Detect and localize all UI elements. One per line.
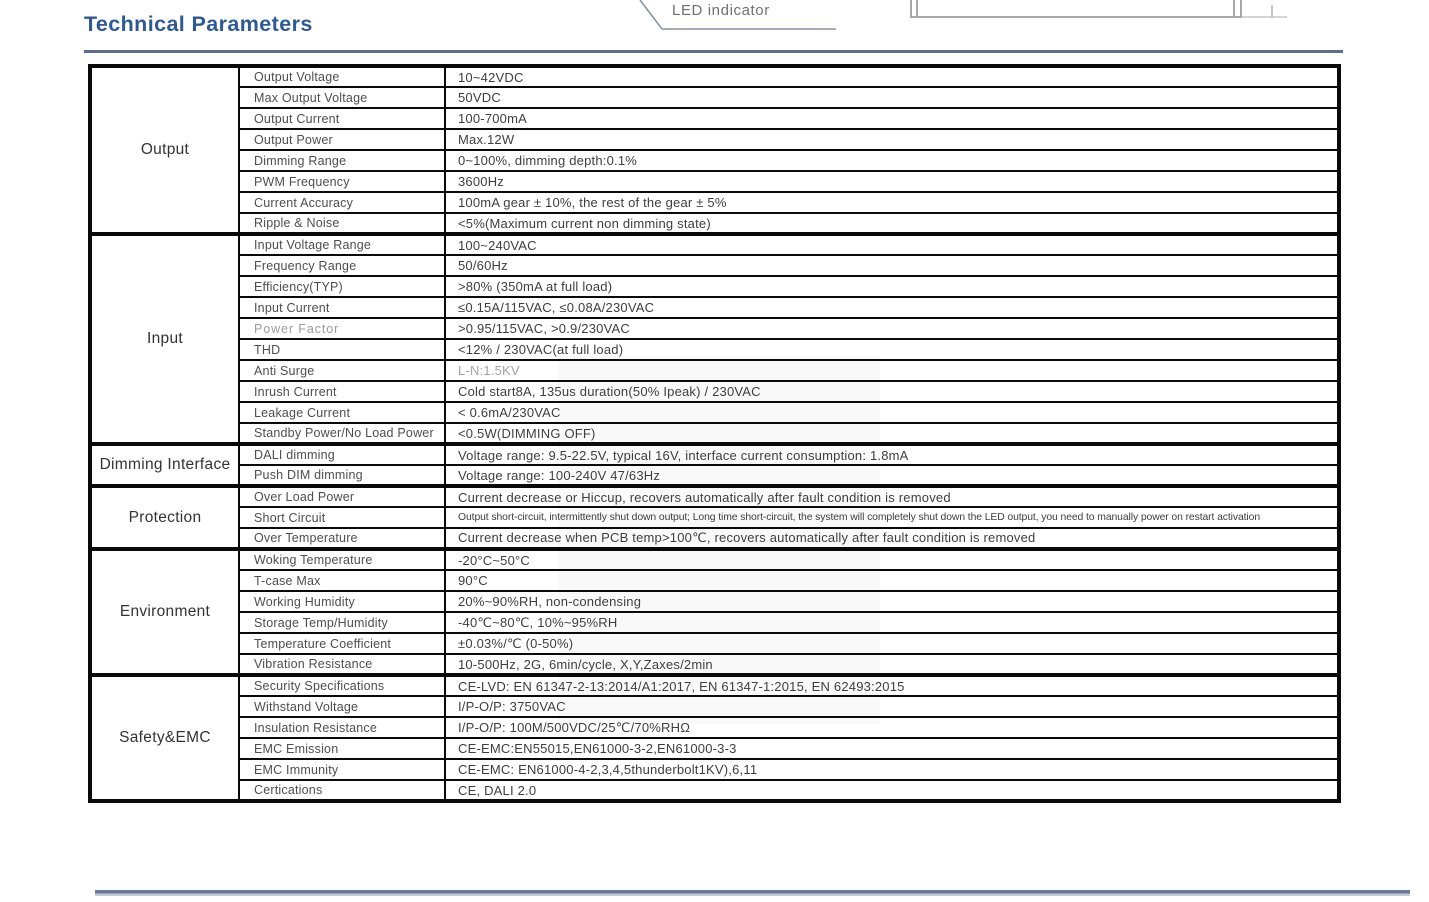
value-cell: 0~100%, dimming depth:0.1% xyxy=(445,150,1339,171)
table-row xyxy=(90,759,1339,780)
value-cell: I/P-O/P: 100M/500VDC/25℃/70%RHΩ xyxy=(445,717,1339,738)
param-cell: Working Humidity xyxy=(239,591,445,612)
category-cell: Output xyxy=(90,66,239,234)
value-cell: ≤0.15A/115VAC, ≤0.08A/230VAC xyxy=(445,297,1339,318)
value-cell: <5%(Maximum current non dimming state) xyxy=(445,213,1339,234)
table-row xyxy=(90,612,1339,633)
param-cell: Ripple & Noise xyxy=(239,213,445,234)
param-cell: Insulation Resistance xyxy=(239,717,445,738)
value-cell: < 0.6mA/230VAC xyxy=(445,402,1339,423)
value-cell: Cold start8A, 135us duration(50% Ipeak) / 230VAC xyxy=(445,381,1339,402)
value-cell: CE-EMC: EN61000-4-2,3,4,5thunderbolt1KV),6,11 xyxy=(445,759,1339,780)
value-cell: 100~240VAC xyxy=(445,234,1339,255)
param-cell: Vibration Resistance xyxy=(239,654,445,675)
param-cell: PWM Frequency xyxy=(239,171,445,192)
param-cell: Woking Temperature xyxy=(239,549,445,570)
table-row xyxy=(90,255,1339,276)
table-row xyxy=(90,549,1339,570)
category-cell: Protection xyxy=(90,486,239,549)
value-cell: 100mA gear ± 10%, the rest of the gear ± 5% xyxy=(445,192,1339,213)
table-row xyxy=(90,675,1339,696)
table-row xyxy=(90,150,1339,171)
table-row xyxy=(90,570,1339,591)
table-row xyxy=(90,717,1339,738)
value-cell: 50VDC xyxy=(445,87,1339,108)
value-cell: 20%~90%RH, non-condensing xyxy=(445,591,1339,612)
device-outline-tick xyxy=(1271,5,1273,18)
value-cell: L-N:1.5KV xyxy=(445,360,1339,381)
param-cell: EMC Immunity xyxy=(239,759,445,780)
table-row xyxy=(90,528,1339,549)
device-outline-edge xyxy=(911,16,1241,18)
value-cell: Current decrease or Hiccup, recovers automatically after fault condition is removed xyxy=(445,486,1339,507)
param-cell: Storage Temp/Humidity xyxy=(239,612,445,633)
value-cell: 50/60Hz xyxy=(445,255,1339,276)
device-outline-edge xyxy=(1242,16,1287,18)
value-cell: Current decrease when PCB temp>100℃, recovers automatically after fault condition is removed xyxy=(445,528,1339,549)
param-cell: Temperature Coefficient xyxy=(239,633,445,654)
param-cell: Standby Power/No Load Power xyxy=(239,423,445,444)
value-cell: <12% / 230VAC(at full load) xyxy=(445,339,1339,360)
table-row xyxy=(90,108,1339,129)
value-cell: CE-EMC:EN55015,EN61000-3-2,EN61000-3-3 xyxy=(445,738,1339,759)
value-cell: Max.12W xyxy=(445,129,1339,150)
param-cell: DALI dimming xyxy=(239,444,445,465)
technical-parameters-table xyxy=(88,64,1341,803)
param-cell: Power Factor xyxy=(239,318,445,339)
param-cell: Security Specifications xyxy=(239,675,445,696)
table-row xyxy=(90,696,1339,717)
param-cell: Anti Surge xyxy=(239,360,445,381)
table-row xyxy=(90,591,1339,612)
value-cell: ±0.03%/℃ (0-50%) xyxy=(445,633,1339,654)
param-cell: Max Output Voltage xyxy=(239,87,445,108)
value-cell: 10~42VDC xyxy=(445,66,1339,87)
header-rule xyxy=(84,50,1343,53)
table-row xyxy=(90,423,1339,444)
table-row xyxy=(90,276,1339,297)
value-cell: 10-500Hz, 2G, 6min/cycle, X,Y,Zaxes/2min xyxy=(445,654,1339,675)
value-cell: -20°C~50°C xyxy=(445,549,1339,570)
value-cell: CE-LVD: EN 61347-2-13:2014/A1:2017, EN 61347-1:2015, EN 62493:2015 xyxy=(445,675,1339,696)
table-row xyxy=(90,633,1339,654)
value-cell: 90°C xyxy=(445,570,1339,591)
value-cell: 100-700mA xyxy=(445,108,1339,129)
table-row xyxy=(90,507,1339,528)
value-cell: Voltage range: 100-240V 47/63Hz xyxy=(445,465,1339,486)
param-cell: Output Voltage xyxy=(239,66,445,87)
param-cell: Frequency Range xyxy=(239,255,445,276)
table-row xyxy=(90,654,1339,675)
param-cell: Leakage Current xyxy=(239,402,445,423)
table-row xyxy=(90,465,1339,486)
param-cell: Input Voltage Range xyxy=(239,234,445,255)
table-row xyxy=(90,192,1339,213)
table-row xyxy=(90,780,1339,801)
value-cell: >80% (350mA at full load) xyxy=(445,276,1339,297)
param-cell: Current Accuracy xyxy=(239,192,445,213)
param-cell: Output Power xyxy=(239,129,445,150)
category-cell: Dimming Interface xyxy=(90,444,239,486)
table-row xyxy=(90,339,1339,360)
category-cell: Safety&EMC xyxy=(90,675,239,801)
category-cell: Input xyxy=(90,234,239,444)
value-cell: I/P-O/P: 3750VAC xyxy=(445,696,1339,717)
value-cell: 3600Hz xyxy=(445,171,1339,192)
param-cell: EMC Emission xyxy=(239,738,445,759)
table-row xyxy=(90,87,1339,108)
param-cell: Certications xyxy=(239,780,445,801)
param-cell: Over Load Power xyxy=(239,486,445,507)
value-cell: >0.95/115VAC, >0.9/230VAC xyxy=(445,318,1339,339)
param-cell: T-case Max xyxy=(239,570,445,591)
param-cell: Efficiency(TYP) xyxy=(239,276,445,297)
page-title: Technical Parameters xyxy=(84,12,313,36)
value-cell: -40℃~80℃, 10%~95%RH xyxy=(445,612,1339,633)
value-cell: CE, DALI 2.0 xyxy=(445,780,1339,801)
table-row xyxy=(90,129,1339,150)
table-row xyxy=(90,318,1339,339)
parameters-table-body xyxy=(90,66,1339,801)
param-cell: THD xyxy=(239,339,445,360)
param-cell: Withstand Voltage xyxy=(239,696,445,717)
table-row xyxy=(90,213,1339,234)
footer-rule xyxy=(95,890,1410,896)
param-cell: Dimming Range xyxy=(239,150,445,171)
table-row xyxy=(90,738,1339,759)
table-row xyxy=(90,402,1339,423)
table-row xyxy=(90,234,1339,255)
value-cell: <0.5W(DIMMING OFF) xyxy=(445,423,1339,444)
led-indicator-label: LED indicator xyxy=(672,2,770,19)
param-cell: Inrush Current xyxy=(239,381,445,402)
param-cell: Push DIM dimming xyxy=(239,465,445,486)
param-cell: Output Current xyxy=(239,108,445,129)
table-row xyxy=(90,486,1339,507)
param-cell: Input Current xyxy=(239,297,445,318)
device-outline-tick xyxy=(1233,0,1235,18)
table-row xyxy=(90,297,1339,318)
table-row xyxy=(90,171,1339,192)
table-row xyxy=(90,360,1339,381)
param-cell: Short Circuit xyxy=(239,507,445,528)
table-row xyxy=(90,66,1339,87)
value-cell: Output short-circuit, intermittently shut down output; Long time short-circuit, the system will completely shut down the LED output, you need to manually power on restart activation xyxy=(445,507,1339,528)
category-cell: Environment xyxy=(90,549,239,675)
table-row xyxy=(90,381,1339,402)
table-row xyxy=(90,444,1339,465)
param-cell: Over Temperature xyxy=(239,528,445,549)
value-cell: Voltage range: 9.5-22.5V, typical 16V, interface current consumption: 1.8mA xyxy=(445,444,1339,465)
